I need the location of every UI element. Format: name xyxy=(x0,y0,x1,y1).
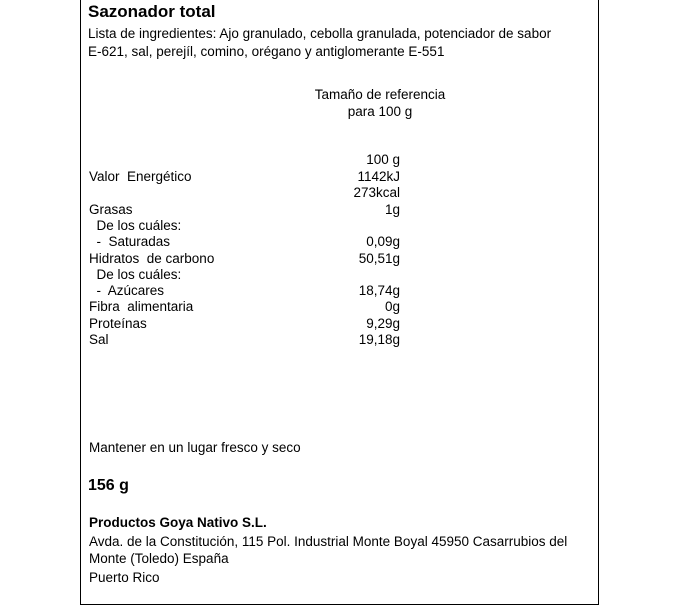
nutrition-row-label: Valor Energético xyxy=(89,169,192,184)
nutrition-row-value: 9,29g xyxy=(366,316,400,331)
company-name: Productos Goya Nativo S.L. xyxy=(89,515,267,530)
nutrition-row-label: - Azúcares xyxy=(89,283,165,298)
ingredients-line-1: Lista de ingredientes: Ajo granulado, cebolla granulada, potenciador de sabor xyxy=(88,26,552,41)
reference-size-line-1: Tamaño de referencia xyxy=(314,87,446,102)
nutrition-row-label: Fibra alimentaria xyxy=(89,299,194,314)
net-weight: 156 g xyxy=(88,477,129,494)
nutrition-column-header: 100 g xyxy=(366,152,400,167)
nutrition-row-label: De los cuáles: xyxy=(89,267,182,282)
reference-size-line-2: para 100 g xyxy=(347,104,413,119)
nutrition-row-value: 0,09g xyxy=(366,234,400,249)
nutrition-row-label: Grasas xyxy=(89,202,133,217)
nutrition-row-label: Proteínas xyxy=(89,316,147,331)
nutrition-row-value: 1142kJ xyxy=(357,169,400,184)
address-line-3: Puerto Rico xyxy=(89,570,160,585)
nutrition-row-label: - Saturadas xyxy=(89,234,171,249)
nutrition-row-value: 273kcal xyxy=(353,185,400,200)
address-line-1: Avda. de la Constitución, 115 Pol. Industrial Monte Boyal 45950 Casarrubios del xyxy=(89,534,568,549)
nutrition-row-value: 1g xyxy=(384,202,400,217)
nutrition-row-label: De los cuáles: xyxy=(89,218,182,233)
nutrition-row-value: 19,18g xyxy=(358,332,400,347)
ingredients-line-2: E-621, sal, perejíl, comino, orégano y antiglomerante E-551 xyxy=(88,44,445,59)
nutrition-row-label: Sal xyxy=(89,332,109,347)
address-line-2: Monte (Toledo) España xyxy=(89,551,229,566)
nutrition-row-value: 50,51g xyxy=(358,251,400,266)
nutrition-row-label: Hidratos de carbono xyxy=(89,251,215,266)
product-title: Sazonador total xyxy=(88,2,216,21)
storage-instructions: Mantener en un lugar fresco y seco xyxy=(89,440,301,455)
nutrition-row-value: 18,74g xyxy=(358,283,400,298)
nutrition-row-value: 0g xyxy=(384,299,400,314)
